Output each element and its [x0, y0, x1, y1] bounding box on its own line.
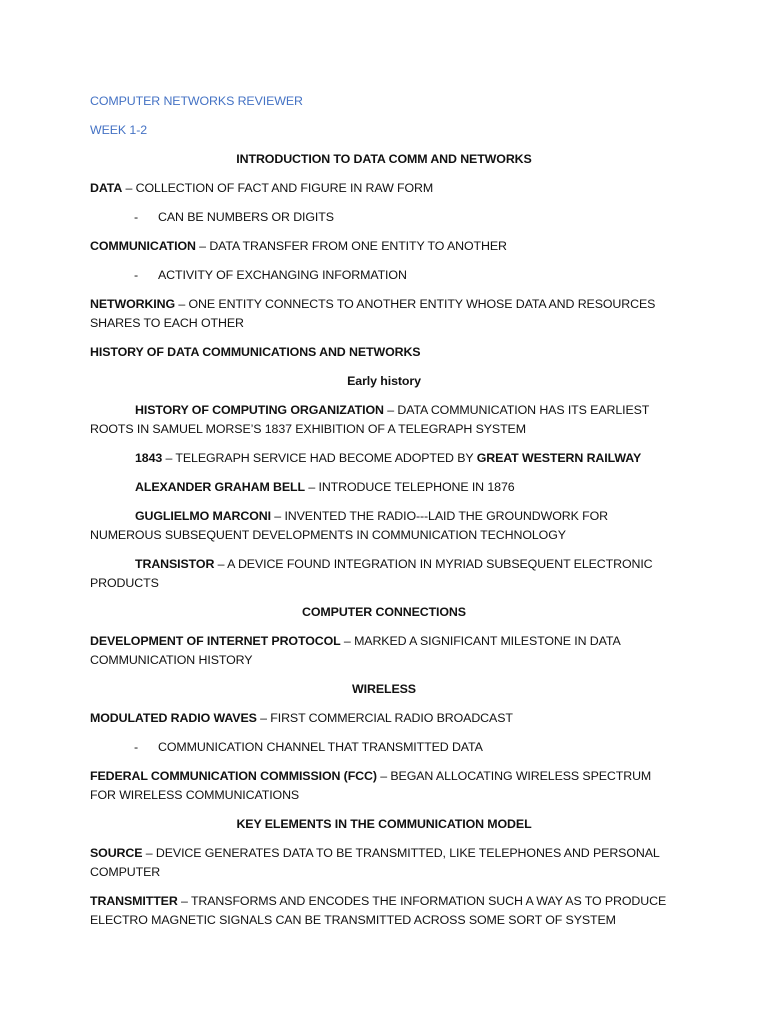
bullet-item: - CAN BE NUMBERS OR DIGITS [134, 210, 334, 224]
definition-transmitter: TRANSMITTER – TRANSFORMS AND ENCODES THE INFORMATION SUCH A WAY AS TO PRODUCE ELECTRO MAGNETIC SIGNALS CAN BE TRANSMITTED ACROSS SOME SORT OF SYSTEM [90, 894, 667, 927]
definition-transistor: TRANSISTOR – A DEVICE FOUND INTEGRATION IN MYRIAD SUBSEQUENT ELECTRONIC PRODUCTS [90, 557, 653, 590]
definition-bell: ALEXANDER GRAHAM BELL – INTRODUCE TELEPHONE IN 1876 [135, 480, 515, 494]
section-heading-intro: INTRODUCTION TO DATA COMM AND NETWORKS [236, 152, 532, 166]
section-heading-key-elements: KEY ELEMENTS IN THE COMMUNICATION MODEL [236, 817, 532, 831]
subheading-early-history: Early history [347, 374, 421, 388]
bullet-item: - ACTIVITY OF EXCHANGING INFORMATION [134, 268, 407, 282]
definition-1843: 1843 – TELEGRAPH SERVICE HAD BECOME ADOPTED BY GREAT WESTERN RAILWAY [135, 451, 642, 465]
definition-fcc: FEDERAL COMMUNICATION COMMISSION (FCC) – BEGAN ALLOCATING WIRELESS SPECTRUM FOR WIRELESS COMMUNICATIONS [90, 769, 652, 802]
bullet-item: - COMMUNICATION CHANNEL THAT TRANSMITTED DATA [134, 740, 483, 754]
definition-networking: NETWORKING – ONE ENTITY CONNECTS TO ANOTHER ENTITY WHOSE DATA AND RESOURCES SHARES TO EACH OTHER [90, 297, 656, 330]
document-title: COMPUTER NETWORKS REVIEWER [90, 94, 303, 108]
definition-data: DATA – COLLECTION OF FACT AND FIGURE IN RAW FORM [90, 181, 434, 195]
definition-communication: COMMUNICATION – DATA TRANSFER FROM ONE ENTITY TO ANOTHER [90, 239, 507, 253]
definition-source: SOURCE – DEVICE GENERATES DATA TO BE TRANSMITTED, LIKE TELEPHONES AND PERSONAL COMPUTER [90, 846, 660, 879]
section-heading-wireless: WIRELESS [352, 682, 416, 696]
definition-history-computing: HISTORY OF COMPUTING ORGANIZATION – DATA COMMUNICATION HAS ITS EARLIEST ROOTS IN SAMUEL MORSE’S 1837 EXHIBITION OF A TELEGRAPH SYSTEM [90, 403, 650, 436]
week-label: WEEK 1-2 [90, 123, 148, 137]
definition-internet-protocol: DEVELOPMENT OF INTERNET PROTOCOL – MARKED A SIGNIFICANT MILESTONE IN DATA COMMUNICATION HISTORY [90, 634, 620, 667]
section-heading-history: HISTORY OF DATA COMMUNICATIONS AND NETWORKS [90, 345, 421, 359]
definition-marconi: GUGLIELMO MARCONI – INVENTED THE RADIO---LAID THE GROUNDWORK FOR NUMEROUS SUBSEQUENT DEVELOPMENTS IN COMMUNICATION TECHNOLOGY [90, 509, 608, 542]
section-heading-connections: COMPUTER CONNECTIONS [302, 605, 466, 619]
definition-radio-waves: MODULATED RADIO WAVES – FIRST COMMERCIAL RADIO BROADCAST [90, 711, 513, 725]
